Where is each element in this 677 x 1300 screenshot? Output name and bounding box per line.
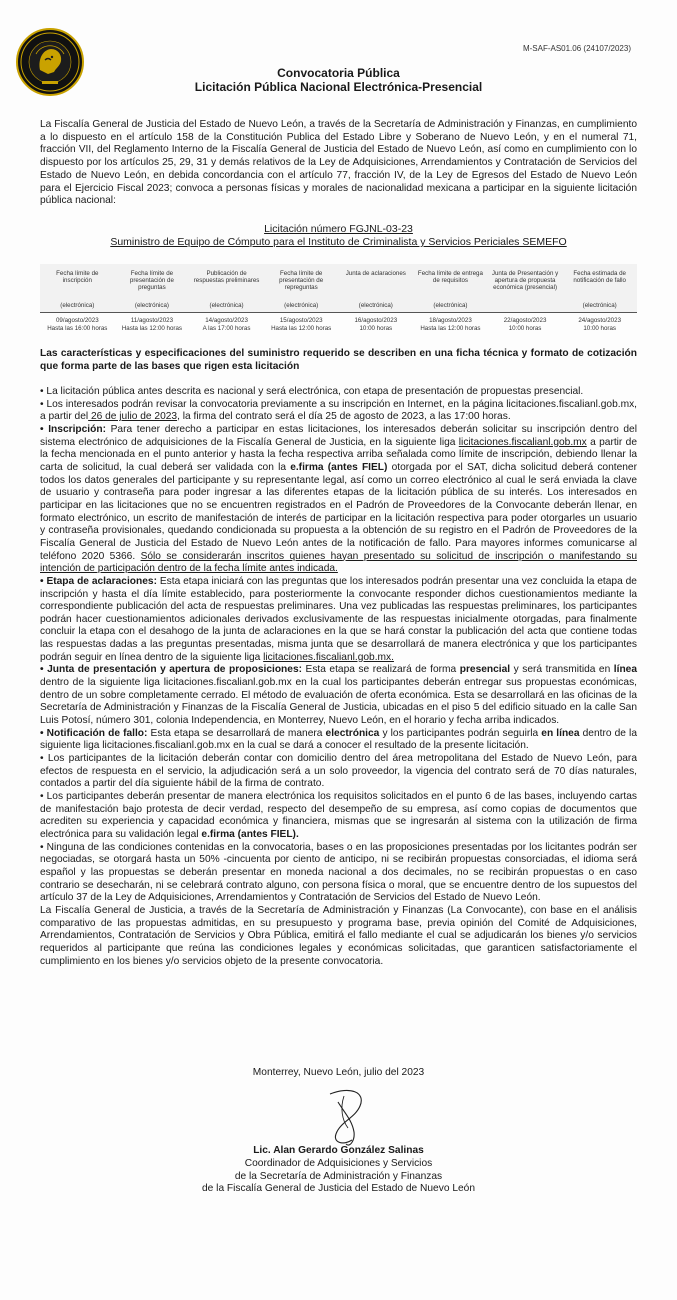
schedule-date: 16/agosto/2023 — [354, 317, 398, 324]
schedule-header-cell: Junta de Presentación y apertura de propuesta económica (presencial) — [488, 264, 563, 302]
schedule-table — [40, 264, 637, 345]
bullet-scope: • La licitación pública antes descrita es nacional y será electrónica, con etapa de presentación de propuestas presencial. — [40, 386, 584, 397]
schedule-date: 11/agosto/2023 — [130, 317, 174, 324]
specifications-note: Las características y especificaciones del suministro requerido se describen en una ficha técnica y formato de cotización que forma parte de las bases que rigen esta licitación — [40, 348, 637, 372]
bullet-notificacion — [40, 728, 637, 753]
schedule-date: 18/agosto/2023 — [429, 317, 472, 324]
text-run: Esta etapa se desarrollará de manera — [147, 727, 326, 739]
schedule-mode-cell: (electrónica) — [264, 302, 339, 313]
place-date: Monterrey, Nuevo León, julio del 2023 — [252, 1067, 425, 1078]
text-run: y será transmitida en — [510, 664, 614, 676]
schedule-time: 10:00 horas — [508, 324, 542, 332]
position-line: Coordinador de Adquisiciones y Servicios — [244, 1158, 433, 1169]
text-run: otorgada por el SAT, dicha solicitud deberá contener todos los datos generales del participante y su representante legal, así como un correo electrónico al cual le será enviada la clave de usuario y contraseña para poder ingresar a las diferentes etapas de la licitación pública de su interés. Los interesados en participar en las licitaciones que no se encuentren registrados en el Padrón de Proveedores de la Convocante deberán llenar, en formato electrónico, un escrito de manifestación de interés de participar en la licitación respectiva para poder otorgarles un usuario y contraseña provisionales, quedando condicionada su propuesta a la obtención de su registro en el Padrón de Proveedores de la Fiscalía General de Justicia del Estado de Nuevo León antes de la notificación de fallo. Para mayores informes comunicarse al teléfono 2020 5366. — [40, 461, 637, 562]
position-line: de la Secretaría de Administración y Finanzas — [234, 1170, 443, 1182]
schedule-date: 24/agosto/2023 — [578, 317, 622, 324]
section-label: • Notificación de fallo: — [40, 727, 148, 739]
licitacion-number: Licitación número FGJNL-03-23 — [264, 223, 413, 235]
publication-date: 26 de julio de 2023 — [88, 411, 178, 423]
emphasis: electrónica — [325, 727, 380, 739]
schedule-time: Hasta las 12:00 horas — [420, 324, 481, 332]
text-run: , la firma del contrato será el día 25 de agosto de 2023, a las 17:00 horas. — [177, 411, 511, 423]
schedule-time: Hasta las 12:00 horas — [271, 324, 332, 332]
text-run: Esta etapa se realizará de forma — [302, 664, 460, 676]
emphasis: presencial — [459, 664, 511, 676]
schedule-mode-cell: (electrónica) — [115, 302, 190, 313]
signer-position — [0, 1158, 677, 1196]
efirma-label: e.firma (antes FIEL). — [201, 828, 299, 840]
schedule-dates-row — [40, 313, 637, 346]
page-title: Convocatoria Pública — [277, 66, 400, 80]
section-label: • Junta de presentación y apertura de proposiciones: — [40, 664, 302, 676]
schedule-mode-cell: (electrónica) — [189, 302, 264, 313]
schedule-date: 22/agosto/2023 — [503, 317, 547, 324]
text-run: dentro de la siguiente liga licitaciones.fiscalianl.gob.mx en la cual se dará a conocer el resultado de la presente licitación. — [40, 727, 637, 752]
signature-image — [300, 1082, 390, 1152]
bullet-aclaraciones — [40, 576, 637, 665]
schedule-date-cell — [264, 313, 339, 346]
text-run: y los participantes podrán seguirla — [379, 727, 542, 739]
schedule-date-cell — [189, 313, 264, 346]
inscription-condition: Sólo se considerarán inscritos quienes hayan presentado su solicitud de inscripción o manifestando su intención de participación dentro de la fecha límite antes indicada. — [40, 550, 637, 575]
schedule-header-row — [40, 264, 637, 302]
bullet-inscripcion — [40, 424, 637, 576]
text-run: • Los participantes deberán presentar de manera electrónica los requisitos solicitados en el punto 6 de las bases, incluyendo cartas de manifestación bajo protesta de decir verdad, respecto del desempeño de su empresa, así como copias de documentos que acrediten su experiencia y capacidad económica y financiera, mismas que se ingresarán al sistema con la utilización de firma electrónica para su validación legal — [40, 791, 637, 840]
schedule-header-cell: Publicación de respuestas preliminares — [189, 264, 264, 302]
schedule-header-cell: Junta de aclaraciones — [339, 264, 414, 302]
conditions-body — [40, 386, 637, 968]
section-label: • Inscripción: — [40, 423, 106, 435]
efirma-label: e.firma (antes FIEL) — [290, 461, 388, 473]
bullet-review — [40, 399, 637, 424]
intro-paragraph: La Fiscalía General de Justicia del Estado de Nuevo León, a través de la Secretaría de Administración y Finanzas, en cumplimiento a lo dispuesto en el artículo 158 de la Constitución Publica del Estado Libre y Soberano de Nuevo León, y en el numeral 71, fracción VII, del Reglamento Interno de la Fiscalía General de Justicia del Estado de Nuevo León, así como en cumplimiento con lo dispuesto por los artículos 25, 29, 31 y demás relativos de la Ley de Adquisiciones, Arrendamientos y Contratación de Servicios del Estado de Nuevo León, en debida concordancia con el artículo 77, fracción IV, de la Ley de Egresos del Estado de Nuevo León para el Ejercicio Fiscal 2023; convoca a personas físicas y morales de nacionalidad mexicana a participar en la siguiente licitación pública nacional: — [40, 119, 637, 207]
fallo-paragraph: La Fiscalía General de Justicia, a través de la Secretaría de Administración y Finanzas (La Convocante), con base en el análisis comparativo de las propuestas admitidas, en su presupuesto y programa base, previa opinión del Comité de Adquisiciones, Arrendamientos, Contratación de Servicios y Obra Pública, emitirá el fallo mediante el cual se adjudicarán los bienes y/o servicios requeridos al participante que reúna las condiciones legales y económicas solicitadas, que garanticen satisfactoriamente el cumplimiento en los bienes y/o servicios objeto de la presente convocatoria. — [40, 904, 637, 967]
schedule-date-cell — [413, 313, 488, 346]
licitacion-object: Suministro de Equipo de Cómputo para el Instituto de Criminalista y Servicios Periciales SEMEFO — [110, 236, 567, 248]
schedule-date: 14/agosto/2023 — [205, 317, 248, 324]
licitaciones-link[interactable]: licitaciones.fiscalianl.gob.mx. — [263, 651, 394, 663]
schedule-mode-cell: (electrónica) — [339, 302, 414, 313]
section-label: • Etapa de aclaraciones: — [40, 575, 157, 587]
schedule-mode-row — [40, 302, 637, 313]
schedule-time: Hasta las 16:00 horas — [47, 324, 108, 332]
schedule-date-cell — [488, 313, 563, 346]
schedule-time: A las 17:00 horas — [202, 324, 251, 332]
schedule-header-cell: Fecha límite de entrega de requisitos — [413, 264, 488, 302]
document-reference: M-SAF-AS01.06 (24107/2023) — [522, 44, 631, 53]
schedule-date-cell — [40, 313, 115, 346]
position-line: de la Fiscalía General de Justicia del Estado de Nuevo León — [202, 1183, 475, 1195]
text-run: dentro de la siguiente liga licitaciones.fiscalianl.gob.mx en la cual los participantes deberán entregar sus propuestas económicas, dentro de un sobre completamente cerrado. El método de evaluación de oferta económica. Esta se desarrollará en las oficinas de la Secretaría de Administración y Finanzas de la Fiscalía General de Justicia, ubicadas en el piso 5 del edificio situado en la calle San Luis Potosí, número 301, colonia Independencia, en Monterrey, Nuevo León, en el horario y fecha arriba indicados. — [40, 677, 637, 727]
bullet-junta-presentacion — [40, 664, 637, 727]
text-run: Para tener derecho a participar en estas licitaciones, los interesados deberán solicitar su inscripción dentro del sistema electrónico de adquisiciones de la Fiscalía General de Justicia, en la siguiente liga — [40, 423, 637, 448]
bullet-domicilio: • Los participantes de la licitación deberán contar con domicilio dentro del área metropolitana del Estado de Nuevo León, para efectos de respuesta en el servicio, la adjudicación será a un solo proveedor, la vigencia del contrato será de 70 días naturales, contados a partir del día siguiente hábil de la firma de contrato. — [40, 753, 637, 790]
schedule-header-cell: Fecha límite de presentación de repreguntas — [264, 264, 339, 302]
schedule-header-cell: Fecha límite de inscripción — [40, 264, 115, 302]
text-run: a partir de la fecha mencionada en el punto anterior y hasta la fecha respectiva arriba señalada como límite de inscripción, debiendo llenar la carta de solicitud, la cual deberá ser validada con la — [40, 436, 637, 473]
schedule-mode-cell: (electrónica) — [413, 302, 488, 313]
signer-name: Lic. Alan Gerardo González Salinas — [253, 1145, 424, 1156]
licitaciones-link[interactable]: licitaciones.fiscalianl.gob.mx — [458, 436, 587, 448]
emphasis: línea — [613, 664, 637, 676]
bullet-condiciones: • Ninguna de las condiciones contenidas en la convocatoria, bases o en las proposiciones presentadas por los licitantes podrán ser negociadas, se otorgará hasta un 50% -cincuenta por ciento de anticipo, ni se recibirán propuestas consorciadas, el idioma será español y las propuestas se deberán presentar en moneda nacional a dos decimales, no se recibirán propuestas o en caso contrario se desecharán, ni se celebrará contrato alguno, con persona física o moral, que se encuentre dentro de los supuestos del artículo 37 de la Ley de Adquisiciones, Arrendamientos y Contratación de Servicios del Estado de Nuevo León. — [40, 841, 637, 904]
schedule-mode-cell: (electrónica) — [562, 302, 637, 313]
schedule-header-cell: Fecha estimada de notificación de fallo — [562, 264, 637, 302]
bullet-requisitos — [40, 791, 637, 842]
schedule-date: 09/agosto/2023 — [55, 317, 99, 324]
schedule-time: Hasta las 12:00 horas — [121, 324, 183, 332]
schedule-time: 10:00 horas — [583, 324, 617, 332]
schedule-date: 15/agosto/2023 — [279, 317, 323, 324]
schedule-date-cell — [339, 313, 414, 346]
schedule-mode-cell — [488, 302, 563, 313]
schedule-date-cell — [562, 313, 637, 346]
schedule-header-cell: Fecha límite de presentación de preguntas — [115, 264, 190, 302]
page-subtitle: Licitación Pública Nacional Electrónica-Presencial — [194, 80, 483, 94]
text-run: • Los interesados podrán revisar la convocatoria previamente a su inscripción en Internet, en la página licitaciones.fiscalianl.gob.mx, a partir del — [40, 398, 637, 423]
schedule-date-cell — [115, 313, 190, 346]
schedule-mode-cell: (electrónica) — [40, 302, 115, 313]
schedule-time: 10:00 horas — [359, 324, 393, 332]
text-run: Esta etapa iniciará con las preguntas que los interesados podrán presentar una vez concluida la etapa de inscripción y hasta el día límite establecido, para posteriormente la convocante responder dichos cuestionamientos mediante la correspondiente publicación del acta de respuestas preliminares. Una vez publicadas las respuestas preliminares, los participantes podrán hacer cuestionamientos adicionales derivados exclusivamente de las respuestas inicialmente otorgadas, para finalmente concluir la etapa con el desahogo de la junta de aclaraciones en la que se hará constar la publicación del acta que contiene todas las respuestas dadas a las preguntas presentadas, misma junta que se desarrollará de manera electrónica y que los participantes podrán seguir en línea dentro de la siguiente liga — [40, 575, 637, 663]
emphasis: en línea — [541, 727, 580, 739]
